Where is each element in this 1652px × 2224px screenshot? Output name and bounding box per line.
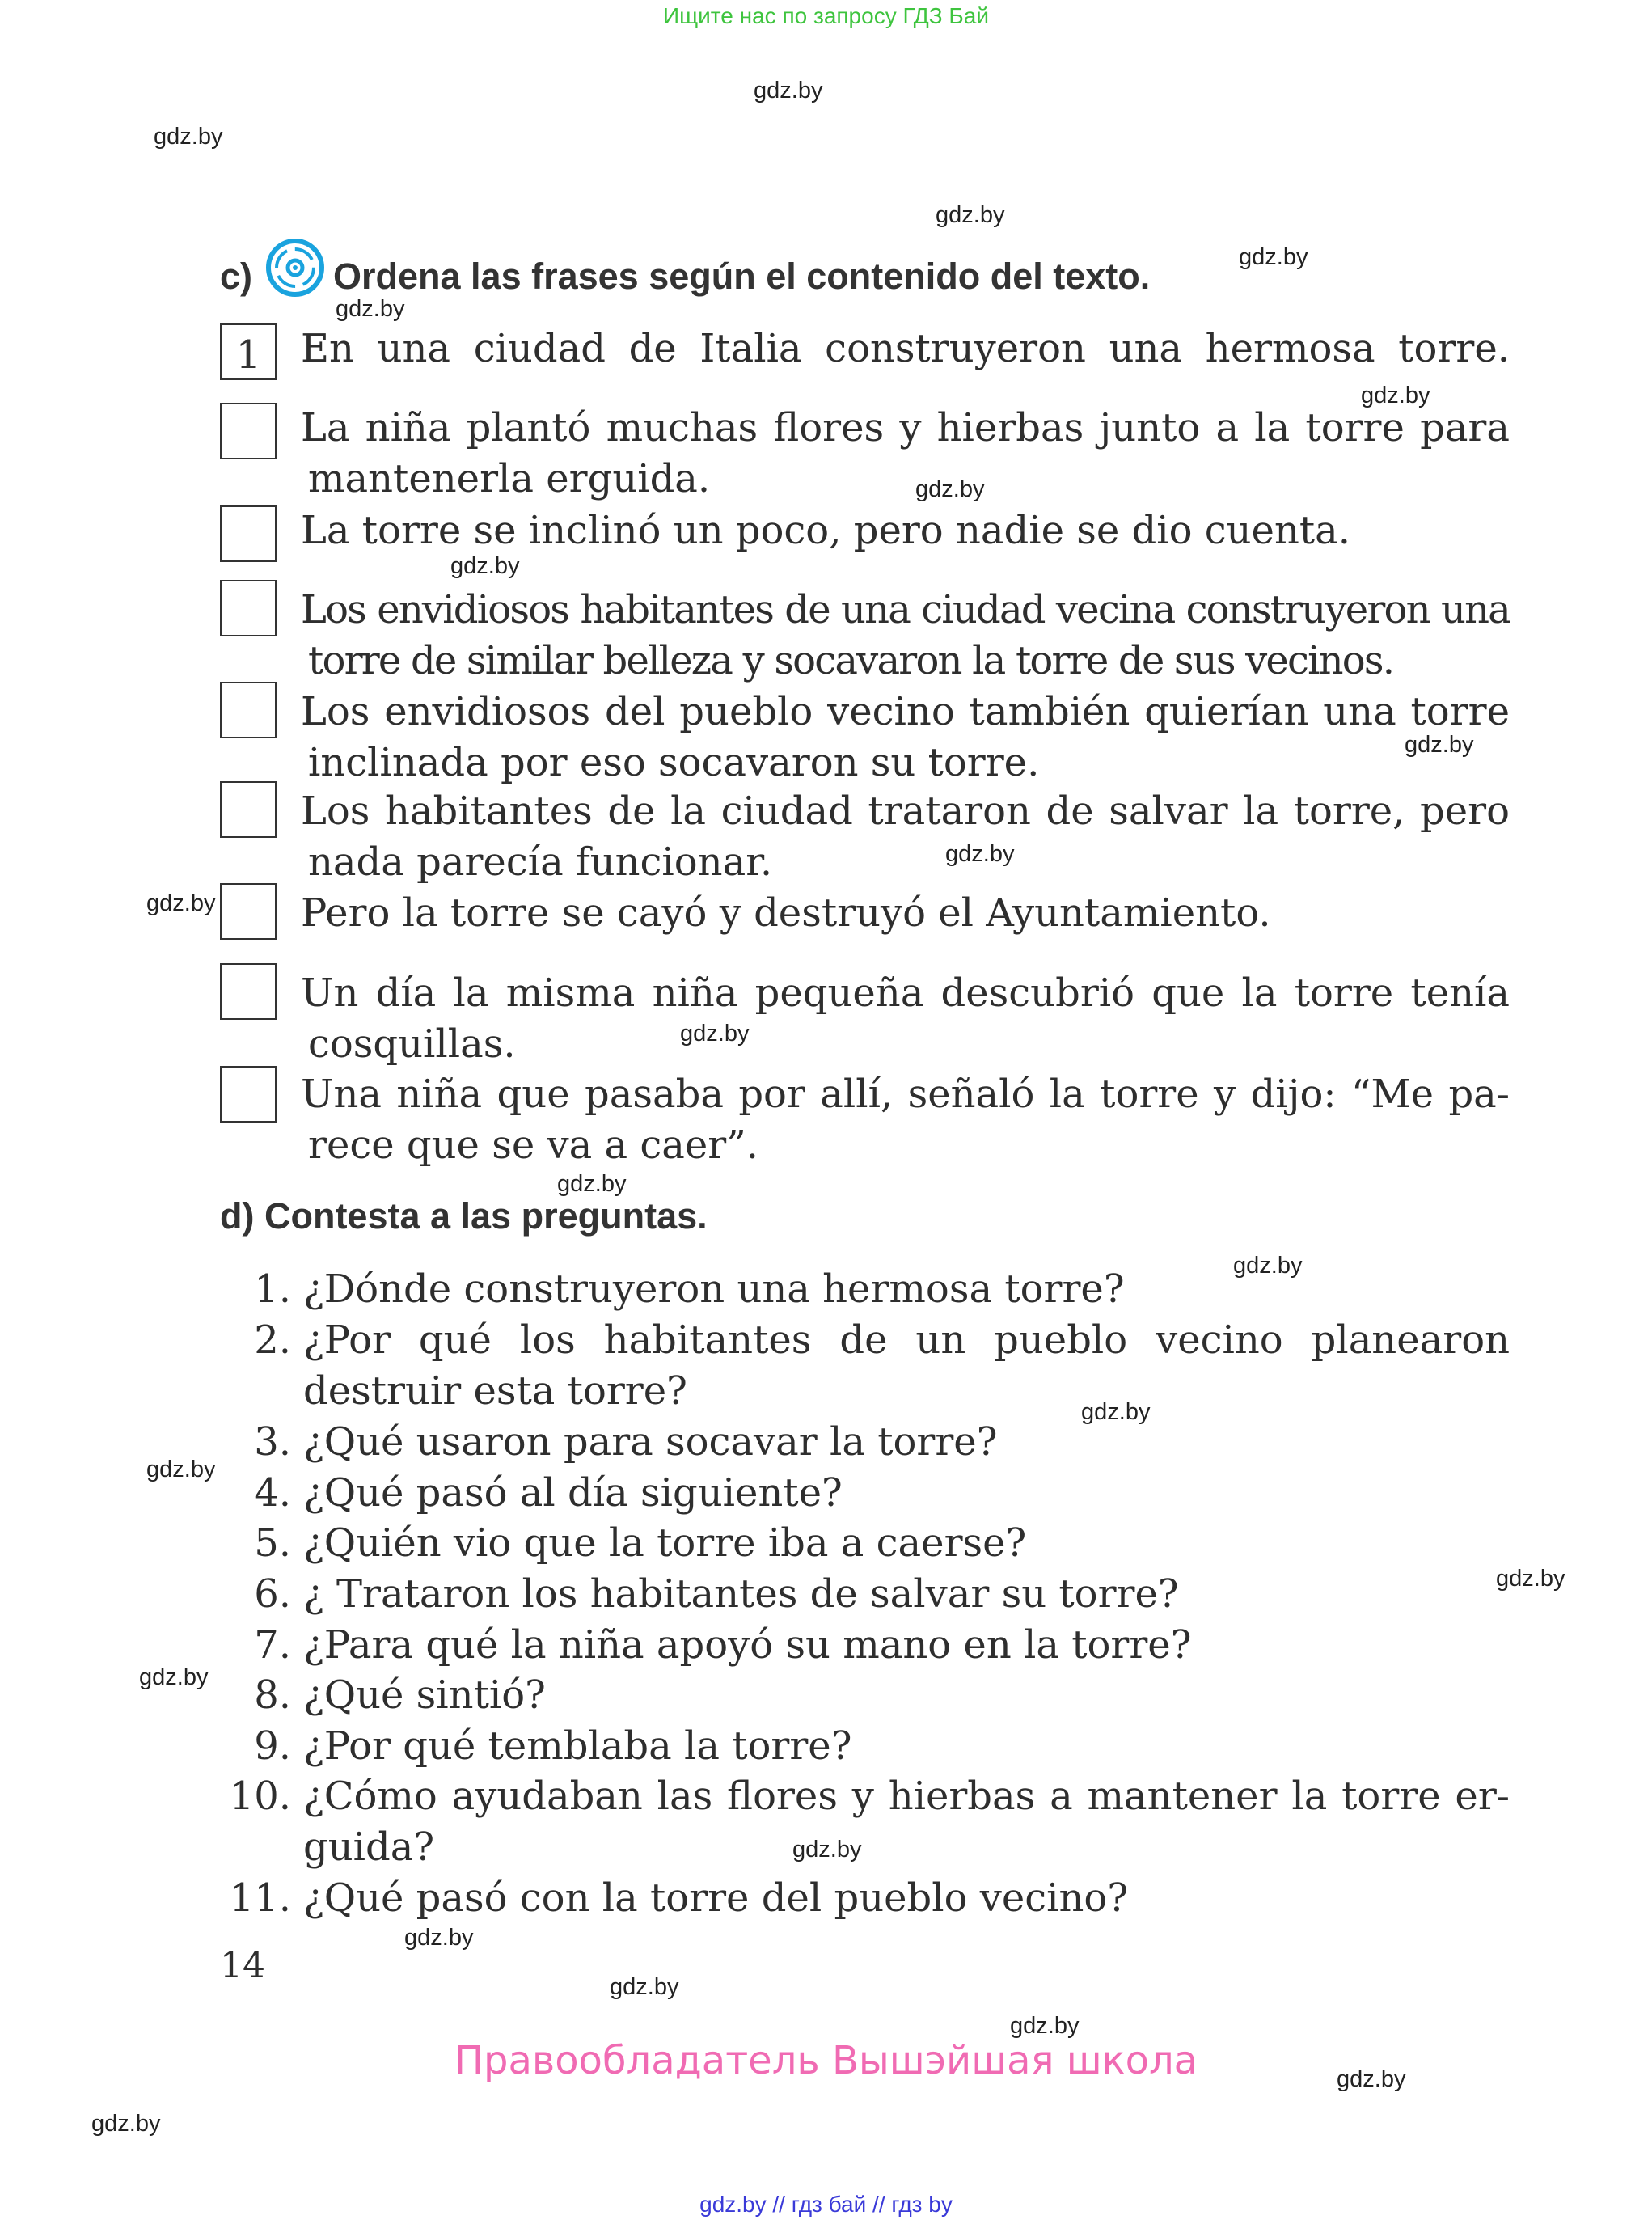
sentence-line: nada parecía funcionar. [308,839,773,885]
footer-links[interactable]: gdz.by // гдз бай // гдз by [699,2192,953,2217]
watermark: gdz.by [1496,1566,1565,1592]
watermark: gdz.by [1337,2066,1406,2092]
order-box[interactable]: 1 [220,323,277,380]
cd-disc-icon [265,238,325,298]
sentence-line: cosquillas. [308,1021,516,1067]
watermark: gdz.by [754,78,823,104]
question-line: ¿Quién vio que la torre iba a caerse? [303,1520,1027,1566]
order-box[interactable] [220,963,277,1020]
question-number: 8. [254,1672,291,1718]
sentence-line: Los envidiosos del pueblo vecino también quierían una torre [301,689,1510,734]
sentence-line: mantenerla erguida. [308,456,711,501]
sentence-line: La torre se inclinó un poco, pero nadie se dio cuenta. [301,508,1351,553]
order-box[interactable] [220,1066,277,1123]
sentence-line: Una niña que pasaba por allí, señaló la torre y dijo: “Me pa- [301,1072,1510,1117]
order-box[interactable] [220,403,277,459]
top-banner: Ищите нас по запросу ГДЗ Бай [662,3,990,28]
copyright-notice: Правообладатель Вышэйшая школа [454,2038,1198,2083]
watermark: gdz.by [146,1457,216,1482]
sentence-line: Los envidiosos habitantes de una ciudad vecina construyeron una [301,587,1510,632]
question-line: ¿Qué pasó con la torre del pueblo vecino? [303,1875,1129,1921]
page-number: 14 [220,1945,265,1986]
question-number: 4. [254,1470,291,1516]
question-number: 6. [254,1571,291,1617]
question-line: ¿Cómo ayudaban las flores y hierbas a mantener la torre er- [303,1774,1510,1819]
question-line: ¿Por qué temblaba la torre? [303,1723,852,1769]
section-d-title: d) Contesta a las preguntas. [220,1195,708,1237]
watermark: gdz.by [680,1021,750,1046]
question-line: ¿ Trataron los habitantes de salvar su torre? [303,1571,1179,1617]
question-number: 1. [254,1266,291,1312]
question-number: 3. [254,1419,291,1465]
section-c-label: c) [220,256,253,297]
watermark: gdz.by [450,553,520,579]
question-line: ¿Qué pasó al día siguiente? [303,1470,843,1516]
question-line: ¿Qué sintió? [303,1672,546,1718]
question-line: ¿Dónde construyeron una hermosa torre? [303,1266,1125,1312]
watermark: gdz.by [146,890,216,916]
watermark: gdz.by [139,1664,209,1690]
section-c-title: Ordena las frases según el contenido del texto. [333,256,1151,297]
watermark: gdz.by [1361,383,1430,408]
order-box[interactable] [220,505,277,562]
watermark: gdz.by [404,1925,474,1951]
question-number: 7. [254,1622,291,1668]
watermark: gdz.by [336,296,405,322]
watermark: gdz.by [91,2111,161,2137]
watermark: gdz.by [936,202,1005,228]
watermark: gdz.by [154,124,223,150]
question-line: destruir esta torre? [303,1368,687,1414]
watermark: gdz.by [1010,2013,1080,2039]
question-line: ¿Qué usaron para socavar la torre? [303,1419,998,1465]
order-box[interactable] [220,781,277,838]
sentence-line: En una ciudad de Italia construyeron una hermosa torre. [301,326,1510,371]
order-box[interactable] [220,580,277,636]
sentence-line: inclinada por eso socavaron su torre. [308,740,1040,785]
watermark: gdz.by [1405,732,1474,758]
order-box[interactable] [220,883,277,940]
sentence-line: torre de similar belleza y socavaron la torre de sus vecinos. [308,638,1394,683]
watermark: gdz.by [945,841,1015,867]
watermark: gdz.by [1239,244,1308,270]
order-box[interactable] [220,682,277,738]
sentence-line: Pero la torre se cayó y destruyó el Ayuntamiento. [301,890,1271,936]
watermark: gdz.by [1081,1399,1151,1425]
question-number: 11. [229,1875,291,1921]
sentence-line: Los habitantes de la ciudad trataron de salvar la torre, pero [301,789,1510,834]
question-number: 2. [254,1317,291,1363]
question-number: 10. [229,1774,291,1819]
question-line: guida? [303,1824,435,1870]
sentence-line: La niña plantó muchas flores y hierbas junto a la torre para [301,405,1510,450]
watermark: gdz.by [1233,1253,1303,1279]
watermark: gdz.by [610,1974,679,2000]
question-line: ¿Por qué los habitantes de un pueblo vecino planearon [303,1317,1510,1363]
question-number: 9. [254,1723,291,1769]
question-number: 5. [254,1520,291,1566]
sentence-line: rece que se va a caer”. [308,1123,759,1168]
watermark: gdz.by [915,476,985,502]
watermark: gdz.by [557,1171,627,1197]
sentence-line: Un día la misma niña pequeña descubrió que la torre tenía [301,970,1510,1016]
watermark: gdz.by [792,1837,862,1862]
question-line: ¿Para qué la niña apoyó su mano en la torre? [303,1622,1192,1668]
